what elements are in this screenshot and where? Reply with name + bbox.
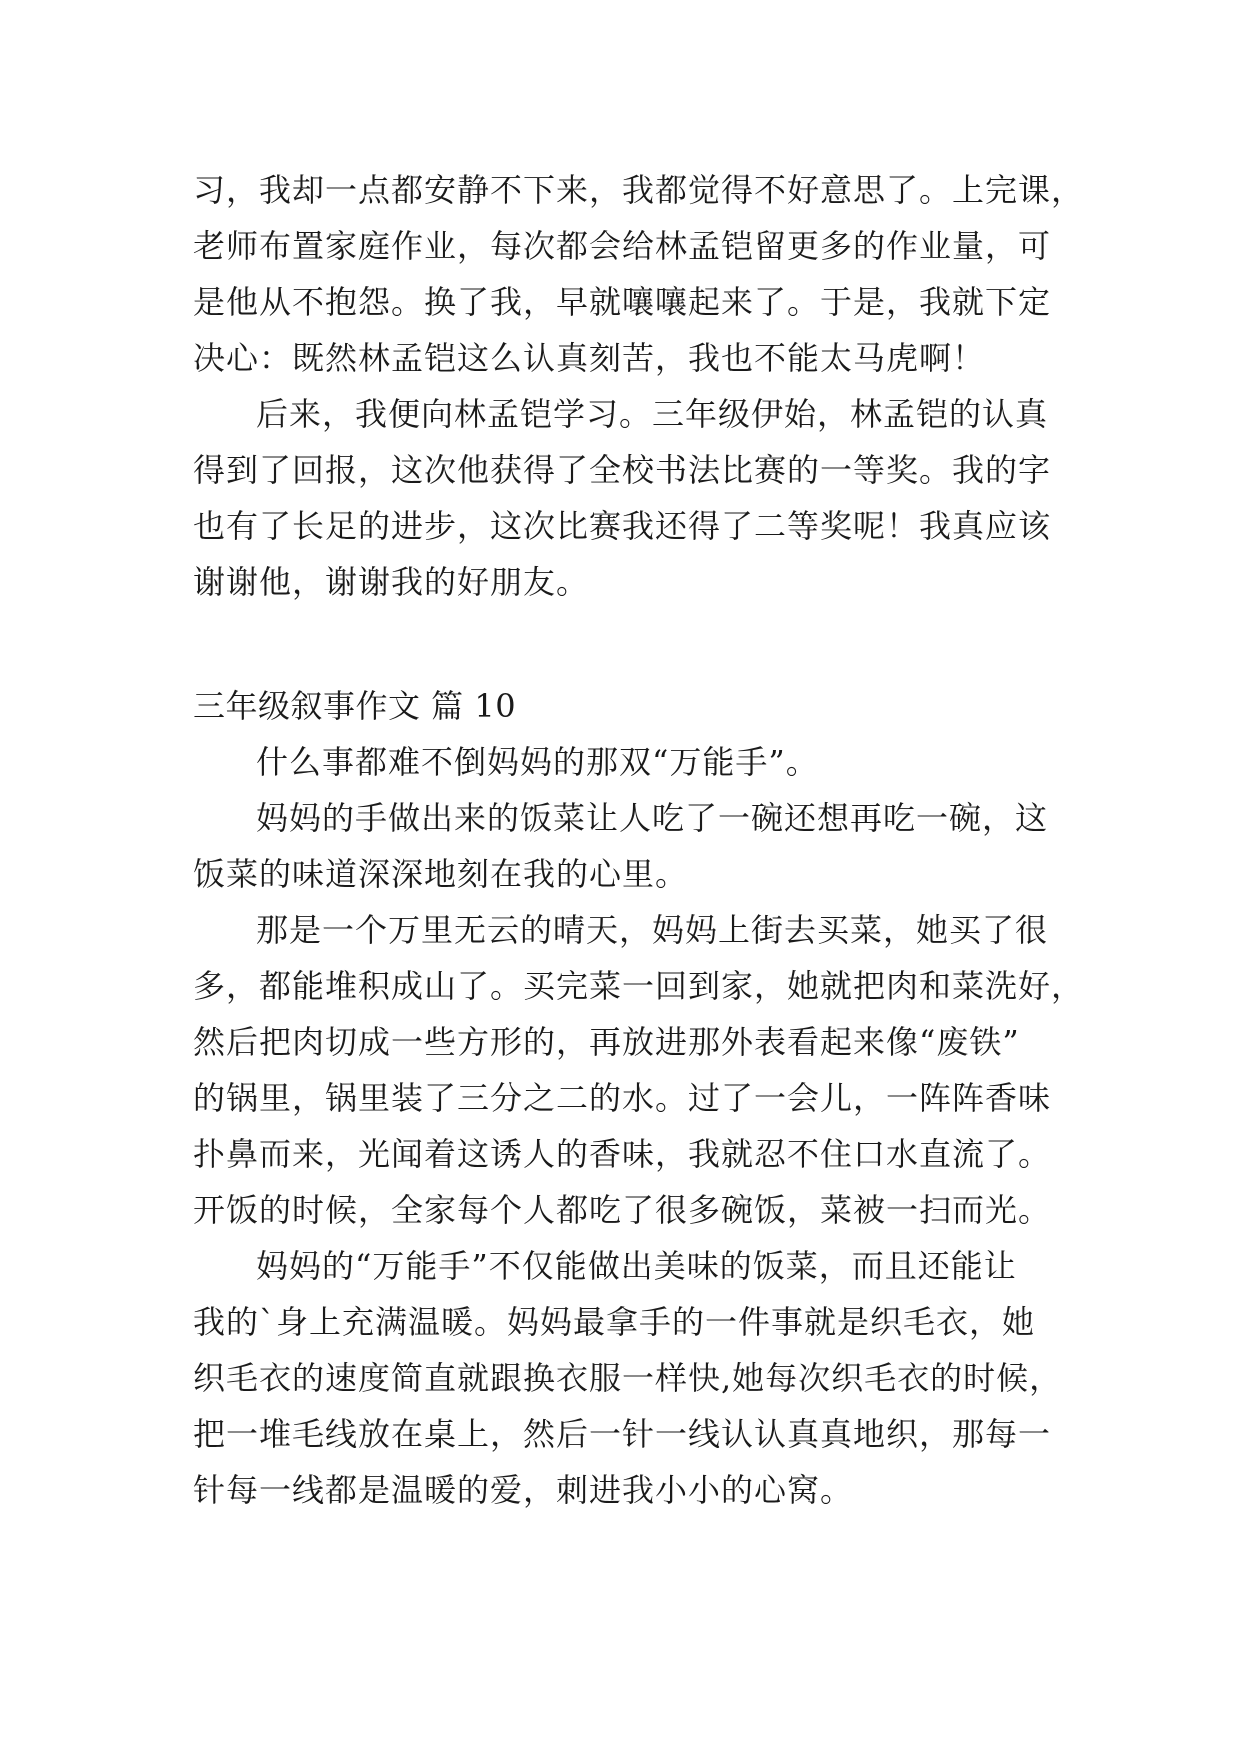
paragraph-line: 决心：既然林孟铠这么认真刻苦，我也不能太马虎啊！ xyxy=(193,339,986,377)
paragraph-line: 织毛衣的速度简直就跟换衣服一样快,她每次织毛衣的时候， xyxy=(193,1359,1063,1397)
paragraph-line: 老师布置家庭作业，每次都会给林孟铠留更多的作业量，可 xyxy=(193,227,1052,265)
paragraph-line: 然后把肉切成一些方形的，再放进那外表看起来像“废铁” xyxy=(193,1023,1020,1061)
paragraph-line: 妈妈的手做出来的饭菜让人吃了一碗还想再吃一碗，这 xyxy=(256,799,1049,837)
paragraph-line: 习，我却一点都安静不下来，我都觉得不好意思了。上完课， xyxy=(193,171,1085,209)
paragraph-line: 妈妈的“万能手”不仅能做出美味的饭菜，而且还能让 xyxy=(256,1247,1017,1285)
paragraph-line: 多，都能堆积成山了。买完菜一回到家，她就把肉和菜洗好， xyxy=(193,967,1085,1005)
paragraph-line: 什么事都难不倒妈妈的那双“万能手”。 xyxy=(256,743,819,781)
paragraph-line: 得到了回报，这次他获得了全校书法比赛的一等奖。我的字 xyxy=(193,451,1052,489)
paragraph-line: 那是一个万里无云的晴天，妈妈上街去买菜，她买了很 xyxy=(256,911,1049,949)
paragraph-line: 的锅里，锅里装了三分之二的水。过了一会儿，一阵阵香味 xyxy=(193,1079,1052,1117)
paragraph-line: 针每一线都是温暖的爱，刺进我小小的心窝。 xyxy=(193,1471,854,1509)
paragraph-line: 谢谢他，谢谢我的好朋友。 xyxy=(193,563,590,601)
section-title: 三年级叙事作文 篇 10 xyxy=(193,687,517,725)
paragraph-line: 把一堆毛线放在桌上，然后一针一线认认真真地织，那每一 xyxy=(193,1415,1052,1453)
paragraph-line: 是他从不抱怨。换了我，早就嚷嚷起来了。于是，我就下定 xyxy=(193,283,1052,321)
paragraph-line: 扑鼻而来，光闻着这诱人的香味，我就忍不住口水直流了。 xyxy=(193,1135,1052,1173)
paragraph-line: 也有了长足的进步，这次比赛我还得了二等奖呢！我真应该 xyxy=(193,507,1052,545)
paragraph-line: 开饭的时候，全家每个人都吃了很多碗饭，菜被一扫而光。 xyxy=(193,1191,1052,1229)
paragraph-line: 我的`身上充满温暖。妈妈最拿手的一件事就是织毛衣，她 xyxy=(193,1303,1036,1341)
paragraph-line: 后来，我便向林孟铠学习。三年级伊始，林孟铠的认真 xyxy=(256,395,1049,433)
paragraph-line: 饭菜的味道深深地刻在我的心里。 xyxy=(193,855,689,893)
